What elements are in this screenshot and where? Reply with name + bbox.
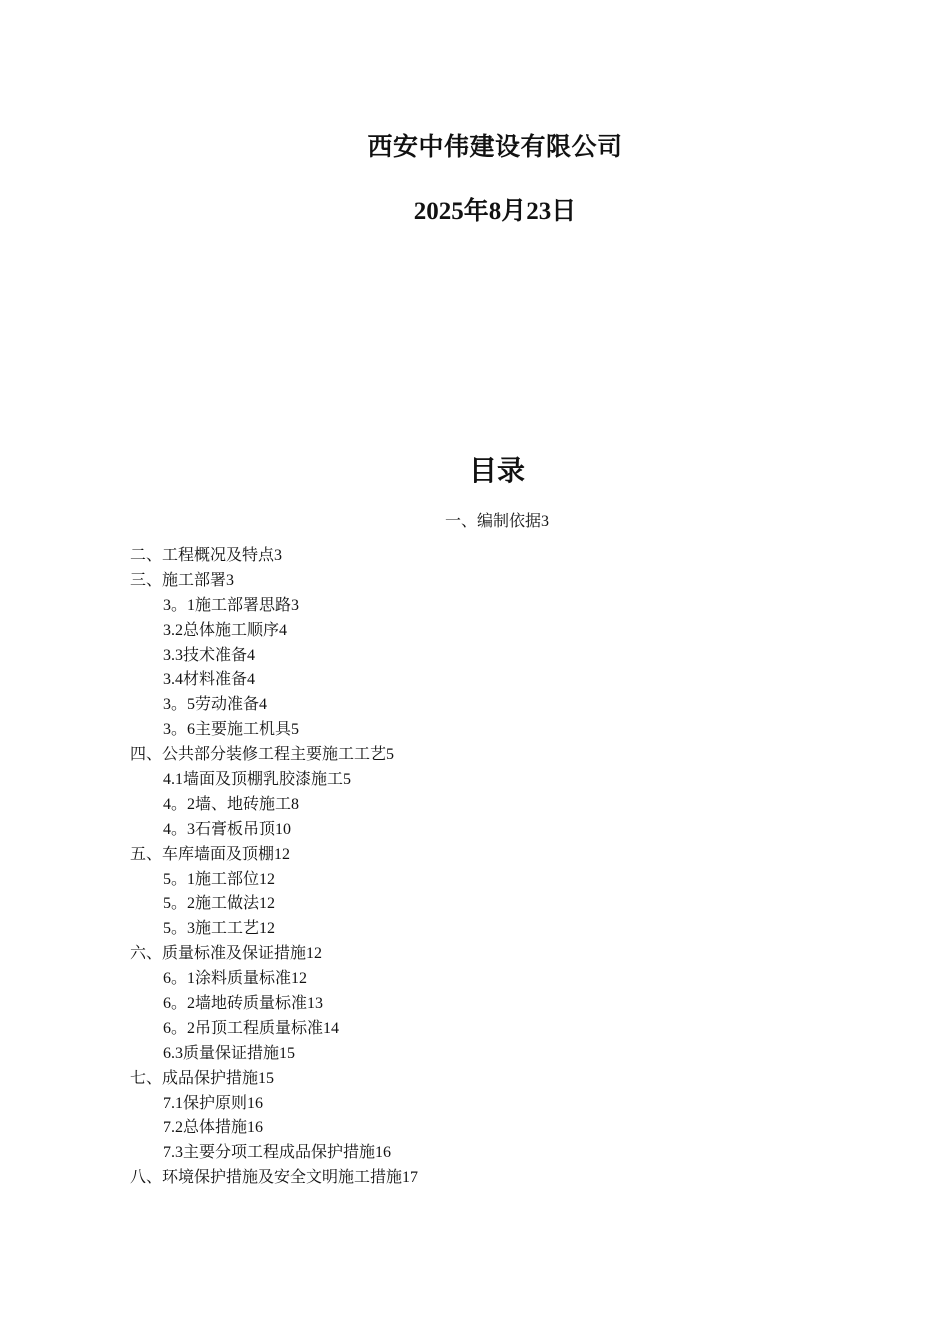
toc-entry[interactable]: 7.1保护原则16 [163,1094,264,1112]
company-name: 西安中伟建设有限公司 [367,134,623,161]
toc-entry[interactable]: 6。2吊顶工程质量标准14 [163,1019,340,1037]
toc-entry[interactable]: 3。1施工部署思路3 [163,596,300,614]
toc-entry[interactable]: 4。2墙、地砖施工8 [163,795,300,813]
toc-entry[interactable]: 3.2总体施工顺序4 [163,621,288,639]
toc-entry[interactable]: 六、质量标准及保证措施12 [130,945,323,963]
toc-entry[interactable]: 二、工程概况及特点3 [130,547,283,564]
toc-list [130,544,418,1191]
toc-entry[interactable]: 3。5劳动准备4 [163,696,268,714]
toc-entry[interactable]: 7.3主要分项工程成品保护措施16 [163,1144,392,1162]
toc-entry[interactable]: 七、成品保护措施15 [130,1069,275,1087]
toc-entry[interactable]: 6.3质量保证措施15 [163,1044,296,1062]
toc-entry[interactable]: 3.3技术准备4 [163,646,256,664]
toc-entry[interactable]: 3.4材料准备4 [163,671,256,689]
toc-entry[interactable]: 4。3石膏板吊顶10 [163,820,292,838]
toc-entry[interactable]: 6。2墙地砖质量标准13 [163,995,324,1013]
toc-title: 目录 [468,456,525,487]
document-date: 2025年8月23日 [413,198,577,225]
toc-entry[interactable]: 5。1施工部位12 [163,870,276,888]
toc-entry[interactable]: 八、环境保护措施及安全文明施工措施17 [130,1169,419,1187]
toc-entry[interactable]: 四、公共部分装修工程主要施工工艺5 [130,746,395,764]
toc-entry-first[interactable]: 一、编制依据3 [444,513,549,530]
toc-entry[interactable]: 5。2施工做法12 [163,895,276,913]
toc-entry[interactable]: 3。6主要施工机具5 [163,721,300,739]
toc-entry[interactable]: 三、施工部署3 [130,571,235,589]
toc-entry[interactable]: 6。1涂料质量标准12 [163,970,308,988]
toc-entry[interactable]: 5。3施工工艺12 [163,920,276,938]
toc-entry[interactable]: 7.2总体措施16 [163,1119,264,1137]
toc-entry[interactable]: 4.1墙面及顶棚乳胶漆施工5 [163,771,352,789]
toc-entry[interactable]: 五、车库墙面及顶棚12 [130,845,291,863]
